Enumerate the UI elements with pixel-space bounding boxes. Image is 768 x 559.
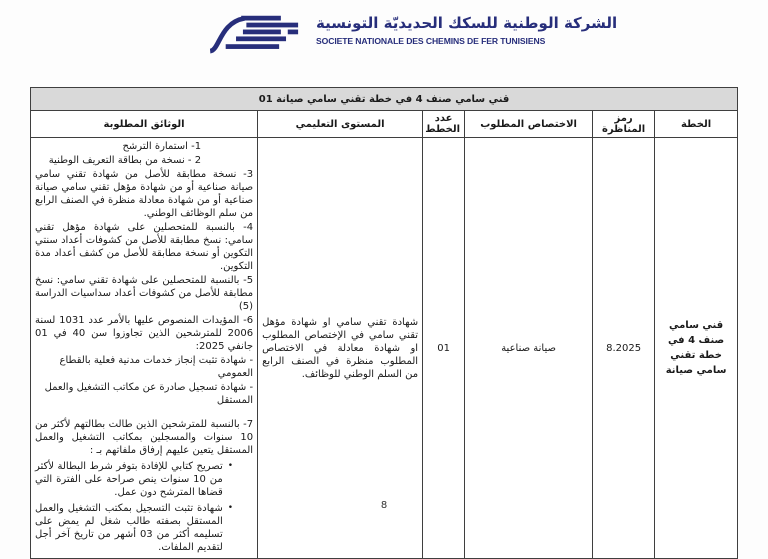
document-item: 3- نسخة مطابقة للأصل من شهادة تقني سامي صيانة صناعية أو من شهادة مؤهل تقني سامي صيانة صناعية أو من شهادة معادلة منظرة في الصنف الرابع من سلم الوظائف الوطني.	[35, 169, 254, 219]
brand-name-arabic: الشركة الوطنية للسكك الحديديّة التونسية	[316, 14, 618, 32]
cell-education-level: شهادة تقني سامي او شهادة مؤهل تقني سامي في الإختصاص المطلوب او شهادة معادلة في الاختصاص المطلوب منظرة في الصنف الرابع من السلم الوطني للوظائف.	[258, 138, 423, 559]
bullet-icon: •	[227, 503, 234, 513]
brand-name-french: SOCIETE NATIONALE DES CHEMINS DE FER TUNISIENS	[316, 36, 546, 46]
cell-specialty: صيانة صناعية	[465, 138, 593, 559]
cell-required-documents	[31, 138, 258, 559]
column-header-documents: الوثائق المطلوبة	[31, 111, 258, 138]
document-subitem: - شهادة تسجيل صادرة عن مكاتب التشغيل والعمل المستقل	[44, 382, 254, 406]
bullet-text: شهادة تثبت التسجيل بمكتب التشغيل والعمل المستقل بصفته طالب شغل لم يمض على تسليمه أكثر من 03 أشهر من تاريخ آخر أجل لتقديم الملفات.	[35, 503, 223, 553]
column-header-specialty: الاختصاص المطلوب	[465, 111, 593, 138]
table-header-row	[31, 111, 738, 138]
table-title: 01 قني سامي صنف 4 في خطة تقني سامي صيانة	[31, 88, 738, 111]
recruitment-table	[30, 87, 738, 559]
sncft-logo	[205, 12, 305, 54]
bullet-icon: •	[227, 461, 234, 471]
document-item: 5- بالنسبة للمتحصلين على شهادة تقني سامي: نسخ مطابقة للأصل من كشوفات أعداد سداسيات الدراسة (5)	[35, 275, 254, 312]
column-header-plan: الخطة	[655, 111, 738, 138]
document-item: 6- المؤيدات المنصوص عليها بالأمر عدد 1031 لسنة 2006 للمترشحين الذين تجاوزوا سن 40 في 01 جانفي 2025:	[35, 315, 254, 352]
cell-plan: قني سامي صنف 4 في خطة تقني سامي صيانة	[655, 138, 738, 559]
column-header-code: رمز المناظرة	[593, 111, 655, 138]
document-item: 1- استمارة الترشح	[122, 141, 202, 152]
brand-block	[316, 13, 617, 48]
cell-competition-code: 8.2025	[593, 138, 655, 559]
document-subitem: - شهادة تثبت إنجاز خدمات مدنية فعلية بالقطاع العمومي	[59, 355, 254, 379]
cell-position-count: 01	[423, 138, 465, 559]
column-header-count: عدد الخطط	[423, 111, 465, 138]
table-title-row	[31, 88, 738, 111]
document-bullet	[35, 460, 233, 499]
train-lines-icon	[205, 12, 305, 54]
bullet-text: تصريح كتابي للإفادة بتوفر شرط البطالة لأكثر من 10 سنوات ينص صراحة على الفترة التي قضاها المترشح دون عمل.	[35, 461, 223, 498]
table-data-row	[31, 138, 738, 559]
page-number: 8	[380, 500, 388, 511]
column-header-level: المستوى التعليمي	[258, 111, 423, 138]
document-item: 2 - نسخة من بطاقة التعريف الوطنية	[48, 155, 202, 166]
document-item: 4- بالنسبة للمتحصلين على شهادة مؤهل تقني سامي: نسخ مطابقة للأصل من كشوفات أعداد سنتي التكوين أو نسخة مطابقة للأصل من كشف أعداد مدة التكوين.	[35, 222, 254, 272]
document-item: 7- بالنسبة للمترشحين الذين طالت بطالتهم لأكثر من 10 سنوات والمسجلين بمكاتب التشغيل والعمل المستقل يتعين عليهم إرفاق ملفاتهم بـ :	[35, 419, 254, 456]
